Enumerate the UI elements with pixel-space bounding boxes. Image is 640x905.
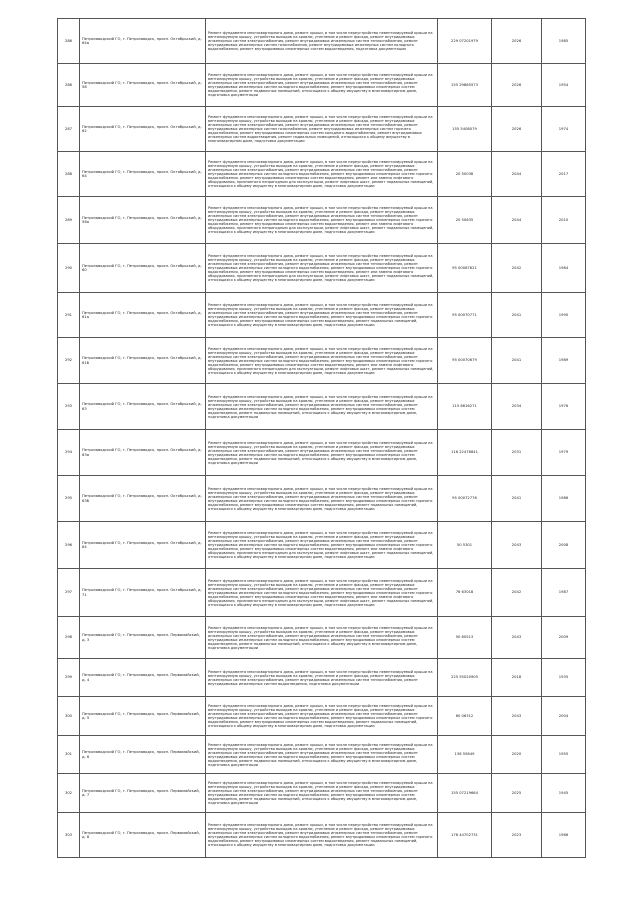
works-list-cell: Ремонт фундамента многоквартирного дома, ремонт крыши, в том числе переустройство невентилируемой крыши на вентилируемую крышу, устройство выходов на кровлю, утепление и ремонт фасада, ремонт внутридомовых инженерных систем электроснабжения, ремонт внутридомовых инженерных систем теплоснабжения, ремонт внутридомовых инженерных систем водоотведения, подготовка документации [206,659,438,697]
address-cell: Петрозаводский ГО, г. Петрозаводск, просп. Октябрьский, д. 64 [80,152,206,197]
build-year-cell: 1986 [542,476,586,522]
works-list-cell: Ремонт фундамента многоквартирного дома, ремонт крыши, в том числе переустройство невентилируемой крыши на вентилируемую крышу, устройство выходов на кровлю, утепление и ремонт фасада, ремонт внутридомовых инженерных систем электроснабжения, ремонт внутридомовых инженерных систем теплоснабжения, ремонт внутридомовых инженерных систем холодного водоснабжения, ремонт внутридомовых инженерных систем водоотведения, ремонт подвальных помещений, относящихся к общему имуществу в многоквартирном доме, подготовка документации [206,64,438,107]
table-row [58,430,586,476]
build-year-cell: 2009 [542,617,586,659]
works-list-cell: Ремонт фундамента многоквартирного дома, ремонт крыши, в том числе переустройство невентилируемой крыши на вентилируемую крышу, устройство выходов на кровлю, утепление и ремонт фасада, ремонт внутридомовых инженерных систем электроснабжения, ремонт внутридомовых инженерных систем теплоснабжения, ремонт внутридомовых инженерных систем холодного водоснабжения, ремонт внутридомовых инженерных систем горячего водоснабжения, ремонт внутридомовых инженерных систем водоотведения, ремонт или замена лифтового оборудования, признанного непригодным для эксплуатации, ремонт лифтовых шахт, ремонт подвальных помещений, относящихся к общему имуществу в многоквартирном доме, подготовка документации [206,152,438,197]
works-list-cell: Ремонт фундамента многоквартирного дома, ремонт крыши, в том числе переустройство невентилируемой крыши на вентилируемую крышу, устройство выходов на кровлю, утепление и ремонт фасада, ремонт внутридомовых инженерных систем электроснабжения, ремонт внутридомовых инженерных систем теплоснабжения, ремонт внутридомовых инженерных систем холодного водоснабжения, ремонт внутридомовых инженерных систем водоотведения, ремонт подвальных помещений, относящихся к общему имуществу в многоквартирном доме, подготовка документации [206,774,438,813]
address-cell: Петрозаводский ГО, г. Петрозаводск, просп. Октябрьский, д. 56а [80,197,206,244]
works-list-cell: Ремонт фундамента многоквартирного дома, ремонт крыши, в том числе переустройство невентилируемой крыши на вентилируемую крышу, устройство выходов на кровлю, утепление и ремонт фасада, ремонт внутридомовых инженерных систем электроснабжения, ремонт внутридомовых инженерных систем теплоснабжения, ремонт внутридомовых инженерных систем холодного водоснабжения, ремонт внутридомовых инженерных систем водоотведения, ремонт подвальных помещений, относящихся к общему имуществу в многоквартирном доме, подготовка документации [206,736,438,774]
row-number-cell: 293 [58,384,80,430]
planned-year-cell: 2026 [492,64,542,107]
works-list-cell: Ремонт фундамента многоквартирного дома, ремонт крыши, в том числе переустройство невентилируемой крыши на вентилируемую крышу, устройство выходов на кровлю, утепление и ремонт фасада, ремонт внутридомовых инженерных систем электроснабжения, ремонт внутридомовых инженерных систем теплоснабжения, ремонт внутридомовых инженерных систем холодного водоснабжения, ремонт внутридомовых инженерных систем горячего водоснабжения, ремонт внутридомовых инженерных систем водоотведения, ремонт или замена лифтового оборудования, признанного непригодным для эксплуатации, ремонт лифтовых шахт, ремонт подвальных помещений, относящихся к общему имуществу в многоквартирном доме, подготовка документации [206,338,438,384]
works-list-cell: Ремонт фундамента многоквартирного дома, ремонт крыши, в том числе переустройство невентилируемой крыши на вентилируемую крышу, устройство выходов на кровлю, утепление и ремонт фасада, ремонт внутридомовых инженерных систем электроснабжения, ремонт внутридомовых инженерных систем теплоснабжения, ремонт внутридомовых инженерных систем газоснабжения, ремонт внутридомовых инженерных систем холодного водоснабжения, ремонт внутридомовых инженерных систем водоотведения, подготовка документации [206,19,438,64]
address-cell: Петрозаводский ГО, г. Петрозаводск, просп. Октябрьский, д. 58 [80,64,206,107]
planned-year-cell: 2034 [492,384,542,430]
build-year-cell: 1966 [542,813,586,858]
address-cell: Петрозаводский ГО, г. Петрозаводск, просп. Октябрьский, д. 64 [80,522,206,569]
table-row [58,813,586,858]
cost-cell: 176 44702731 [438,813,492,858]
row-number-cell: 300 [58,697,80,736]
cost-cell: 95 00072776 [438,476,492,522]
works-list-cell: Ремонт фундамента многоквартирного дома, ремонт крыши, в том числе переустройство невентилируемой крыши на вентилируемую крышу, устройство выходов на кровлю, утепление и ремонт фасада, ремонт внутридомовых инженерных систем электроснабжения, ремонт внутридомовых инженерных систем теплоснабжения, ремонт внутридомовых инженерных систем холодного водоснабжения, ремонт внутридомовых инженерных систем водоотведения, ремонт подвальных помещений, относящихся к общему имуществу в многоквартирном доме, подготовка документации [206,617,438,659]
works-list-cell: Ремонт фундамента многоквартирного дома, ремонт крыши, в том числе переустройство невентилируемой крыши на вентилируемую крышу, устройство выходов на кровлю, утепление и ремонт фасада, ремонт внутридомовых инженерных систем электроснабжения, ремонт внутридомовых инженерных систем теплоснабжения, ремонт внутридомовых инженерных систем холодного водоснабжения, ремонт внутридомовых инженерных систем горячего водоснабжения, ремонт внутридомовых инженерных систем водоотведения, ремонт подвальных помещений, относящихся к общему имуществу в многоквартирном доме, подготовка документации [206,293,438,338]
table-row [58,293,586,338]
build-year-cell: 1984 [542,244,586,293]
table-row [58,384,586,430]
address-cell: Петрозаводский ГО, г. Петрозаводск, просп. Первомайский, д. 4 [80,659,206,697]
build-year-cell: 2008 [542,522,586,569]
planned-year-cell: 2043 [492,522,542,569]
works-list-cell: Ремонт фундамента многоквартирного дома, ремонт крыши, в том числе переустройство невентилируемой крыши на вентилируемую крышу, устройство выходов на кровлю, утепление и ремонт фасада, ремонт внутридомовых инженерных систем электроснабжения, ремонт внутридомовых инженерных систем теплоснабжения, ремонт внутридомовых инженерных систем холодного водоснабжения, ремонт внутридомовых инженерных систем горячего водоснабжения, ремонт внутридомовых инженерных систем водоотведения, ремонт подвальных помещений, относящихся к общему имуществу в многоквартирном доме, подготовка документации [206,697,438,736]
works-list-cell: Ремонт фундамента многоквартирного дома, ремонт крыши, в том числе переустройство невентилируемой крыши на вентилируемую крышу, устройство выходов на кровлю, утепление и ремонт фасада, ремонт внутридомовых инженерных систем электроснабжения, ремонт внутридомовых инженерных систем теплоснабжения, ремонт внутридомовых инженерных систем холодного водоснабжения, ремонт внутридомовых инженерных систем горячего водоснабжения, ремонт внутридомовых инженерных систем водоотведения, ремонт или замена лифтового оборудования, признанного непригодным для эксплуатации, ремонт лифтовых шахт, ремонт подвальных помещений, относящихся к общему имуществу в многоквартирном доме, подготовка документации [206,197,438,244]
table-row [58,659,586,697]
row-number-cell: 296 [58,522,80,569]
cost-cell: 50 5301 [438,522,492,569]
planned-year-cell: 2031 [492,430,542,476]
cost-cell: 155 07219664 [438,774,492,813]
works-list-cell: Ремонт фундамента многоквартирного дома, ремонт крыши, в том числе переустройство невентилируемой крыши на вентилируемую крышу, устройство выходов на кровлю, утепление и ремонт фасада, ремонт внутридомовых инженерных систем электроснабжения, ремонт внутридомовых инженерных систем теплоснабжения, ремонт внутридомовых инженерных систем холодного водоснабжения, ремонт внутридомовых инженерных систем горячего водоснабжения, ремонт внутридомовых инженерных систем водоотведения, ремонт или замена лифтового оборудования, признанного непригодным для эксплуатации, ремонт лифтовых шахт, ремонт подвальных помещений, относящихся к общему имуществу в многоквартирном доме, подготовка документации [206,522,438,569]
table-row [58,476,586,522]
address-cell: Петрозаводский ГО, г. Петрозаводск, просп. Первомайский, д. 8 [80,813,206,858]
cost-cell: 136 55649 [438,736,492,774]
planned-year-cell: 2042 [492,569,542,617]
cost-cell: 229 07201979 [438,19,492,64]
cost-cell: 95 00070679 [438,338,492,384]
planned-year-cell: 2043 [492,697,542,736]
table-row [58,107,586,152]
table-row [58,697,586,736]
address-cell: Петрозаводский ГО, г. Петрозаводск, просп. Октябрьский, д. 61б [80,338,206,384]
address-cell: Петрозаводский ГО, г. Петрозаводск, просп. Октябрьский, д. 63а [80,430,206,476]
address-cell: Петрозаводский ГО, г. Петрозаводск, просп. Октябрьский, д. 63б [80,476,206,522]
table-row [58,64,586,107]
table-row [58,736,586,774]
build-year-cell: 1954 [542,64,586,107]
build-year-cell: 1979 [542,430,586,476]
address-cell: Петрозаводский ГО, г. Петрозаводск, просп. Октябрьский, д. 63 [80,384,206,430]
build-year-cell: 1990 [542,293,586,338]
planned-year-cell: 2018 [492,659,542,697]
planned-year-cell: 2041 [492,293,542,338]
cost-cell: 155 5408079 [438,107,492,152]
cost-cell: 50 60513 [438,617,492,659]
cost-cell: 20 50038 [438,152,492,197]
build-year-cell: 1985 [542,19,586,64]
table-row [58,522,586,569]
row-number-cell: 297 [58,569,80,617]
build-year-cell: 1945 [542,774,586,813]
table-row [58,338,586,384]
capital-repair-table [57,18,586,858]
cost-cell: 20 50635 [438,197,492,244]
cost-cell: 155 29865573 [438,64,492,107]
cost-cell: 116 22476841 [438,430,492,476]
cost-cell: 95 00070771 [438,293,492,338]
row-number-cell: 295 [58,476,80,522]
build-year-cell: 1974 [542,107,586,152]
address-cell: Петрозаводский ГО, г. Петрозаводск, просп. Октябрьский, д. 62 [80,107,206,152]
row-number-cell: 299 [58,659,80,697]
table-row [58,197,586,244]
address-cell: Петрозаводский ГО, г. Петрозаводск, просп. Октябрьский, д. 60 [80,244,206,293]
planned-year-cell: 2023 [492,813,542,858]
build-year-cell: 1987 [542,569,586,617]
planned-year-cell: 2026 [492,19,542,64]
planned-year-cell: 2026 [492,107,542,152]
planned-year-cell: 2041 [492,338,542,384]
works-list-cell: Ремонт фундамента многоквартирного дома, ремонт крыши, в том числе переустройство невентилируемой крыши на вентилируемую крышу, устройство выходов на кровлю, утепление и ремонт фасада, ремонт внутридомовых инженерных систем электроснабжения, ремонт внутридомовых инженерных систем теплоснабжения, ремонт внутридомовых инженерных систем холодного водоснабжения, ремонт внутридомовых инженерных систем водоотведения, ремонт подвальных помещений, относящихся к общему имуществу в многоквартирном доме, подготовка документации [206,430,438,476]
table-row [58,569,586,617]
address-cell: Петрозаводский ГО, г. Петрозаводск, просп. Первомайский, д. 3 [80,617,206,659]
row-number-cell: 287 [58,107,80,152]
table-row [58,774,586,813]
cost-cell: 115 6616271 [438,384,492,430]
build-year-cell: 2010 [542,197,586,244]
row-number-cell: 291 [58,293,80,338]
address-cell: Петрозаводский ГО, г. Петрозаводск, просп. Первомайский, д. 5 [80,697,206,736]
row-number-cell: 303 [58,813,80,858]
planned-year-cell: 2044 [492,152,542,197]
build-year-cell: 2004 [542,697,586,736]
address-cell: Петрозаводский ГО, г. Петрозаводск, просп. Первомайский, д. 7 [80,774,206,813]
row-number-cell: 289 [58,197,80,244]
address-cell: Петрозаводский ГО, г. Петрозаводск, просп. Октябрьский, д. 61а [80,293,206,338]
planned-year-cell: 2041 [492,476,542,522]
row-number-cell: 290 [58,244,80,293]
works-list-cell: Ремонт фундамента многоквартирного дома, ремонт крыши, в том числе переустройство невентилируемой крыши на вентилируемую крышу, устройство выходов на кровлю, утепление и ремонт фасада, ремонт внутридомовых инженерных систем электроснабжения, ремонт внутридомовых инженерных систем теплоснабжения, ремонт внутридомовых инженерных систем холодного водоснабжения, ремонт внутридомовых инженерных систем горячего водоснабжения, ремонт внутридомовых инженерных систем водоотведения, ремонт подвальных помещений, относящихся к общему имуществу в многоквартирном доме, подготовка документации [206,813,438,858]
planned-year-cell: 2020 [492,736,542,774]
row-number-cell: 301 [58,736,80,774]
table-body [58,19,586,858]
table-row [58,244,586,293]
row-number-cell: 298 [58,617,80,659]
build-year-cell: 1989 [542,338,586,384]
planned-year-cell: 2044 [492,197,542,244]
cost-cell: 60 06312 [438,697,492,736]
build-year-cell: 1955 [542,736,586,774]
cost-cell: 76 63018 [438,569,492,617]
address-cell: Петрозаводский ГО, г. Петрозаводск, просп. Октябрьский, д. 64а [80,19,206,64]
build-year-cell: 2017 [542,152,586,197]
works-list-cell: Ремонт фундамента многоквартирного дома, ремонт крыши, в том числе переустройство невентилируемой крыши на вентилируемую крышу, устройство выходов на кровлю, утепление и ремонт фасада, ремонт внутридомовых инженерных систем электроснабжения, ремонт внутридомовых инженерных систем теплоснабжения, ремонт внутридомовых инженерных систем холодного водоснабжения, ремонт внутридомовых инженерных систем горячего водоснабжения, ремонт внутридомовых инженерных систем водоотведения, ремонт подвальных помещений, относящихся к общему имуществу в многоквартирном доме, подготовка документации [206,476,438,522]
address-cell: Петрозаводский ГО, г. Петрозаводск, просп. Первомайский, д. 6 [80,736,206,774]
table-row [58,617,586,659]
build-year-cell: 1976 [542,384,586,430]
row-number-cell: 286 [58,64,80,107]
row-number-cell: 294 [58,430,80,476]
cost-cell: 95 00087621 [438,244,492,293]
row-number-cell: 302 [58,774,80,813]
works-list-cell: Ремонт фундамента многоквартирного дома, ремонт крыши, в том числе переустройство невентилируемой крыши на вентилируемую крышу, устройство выходов на кровлю, утепление и ремонт фасада, ремонт внутридомовых инженерных систем электроснабжения, ремонт внутридомовых инженерных систем теплоснабжения, ремонт внутридомовых инженерных систем холодного водоснабжения, ремонт внутридомовых инженерных систем горячего водоснабжения, ремонт внутридомовых инженерных систем водоотведения, ремонт или замена лифтового оборудования, признанного непригодным для эксплуатации, ремонт лифтовых шахт, ремонт подвальных помещений, относящихся к общему имуществу в многоквартирном доме, подготовка документации [206,569,438,617]
planned-year-cell: 2025 [492,774,542,813]
cost-cell: 225 55020905 [438,659,492,697]
works-list-cell: Ремонт фундамента многоквартирного дома, ремонт крыши, в том числе переустройство невентилируемой крыши на вентилируемую крышу, устройство выходов на кровлю, утепление и ремонт фасада, ремонт внутридомовых инженерных систем электроснабжения, ремонт внутридомовых инженерных систем теплоснабжения, ремонт внутридомовых инженерных систем холодного водоснабжения, ремонт внутридомовых инженерных систем водоотведения, ремонт подвальных помещений, относящихся к общему имуществу в многоквартирном доме, подготовка документации [206,384,438,430]
row-number-cell: 288 [58,152,80,197]
address-cell: Петрозаводский ГО, г. Петрозаводск, просп. Октябрьский, д. 71 [80,569,206,617]
row-number-cell: 286 [58,19,80,64]
works-list-cell: Ремонт фундамента многоквартирного дома, ремонт крыши, в том числе переустройство невентилируемой крыши на вентилируемую крышу, устройство выходов на кровлю, утепление и ремонт фасада, ремонт внутридомовых инженерных систем электроснабжения, ремонт внутридомовых инженерных систем теплоснабжения, ремонт внутридомовых инженерных систем холодного водоснабжения, ремонт внутридомовых инженерных систем горячего водоснабжения, ремонт внутридомовых инженерных систем водоотведения, ремонт или замена лифтового оборудования, признанного непригодным для эксплуатации, ремонт лифтовых шахт, ремонт подвальных помещений, относящихся к общему имуществу в многоквартирном доме, подготовка документации [206,244,438,293]
planned-year-cell: 2042 [492,244,542,293]
planned-year-cell: 2043 [492,617,542,659]
build-year-cell: 1935 [542,659,586,697]
table-row [58,152,586,197]
document-page [57,18,585,858]
row-number-cell: 292 [58,338,80,384]
works-list-cell: Ремонт фундамента многоквартирного дома, ремонт крыши, в том числе переустройство невентилируемой крыши на вентилируемую крышу, устройство выходов на кровлю, утепление и ремонт фасада, ремонт внутридомовых инженерных систем электроснабжения, ремонт внутридомовых инженерных систем теплоснабжения, ремонт внутридомовых инженерных систем газоснабжения, ремонт внутридомовых инженерных систем горячего водоснабжения, ремонт внутридомовых инженерных систем холодного водоснабжения, ремонт внутридомовых инженерных систем водоотведения, ремонт подвальных помещений, относящихся к общему имуществу в многоквартирном доме, подготовка документации [206,107,438,152]
table-row [58,19,586,64]
